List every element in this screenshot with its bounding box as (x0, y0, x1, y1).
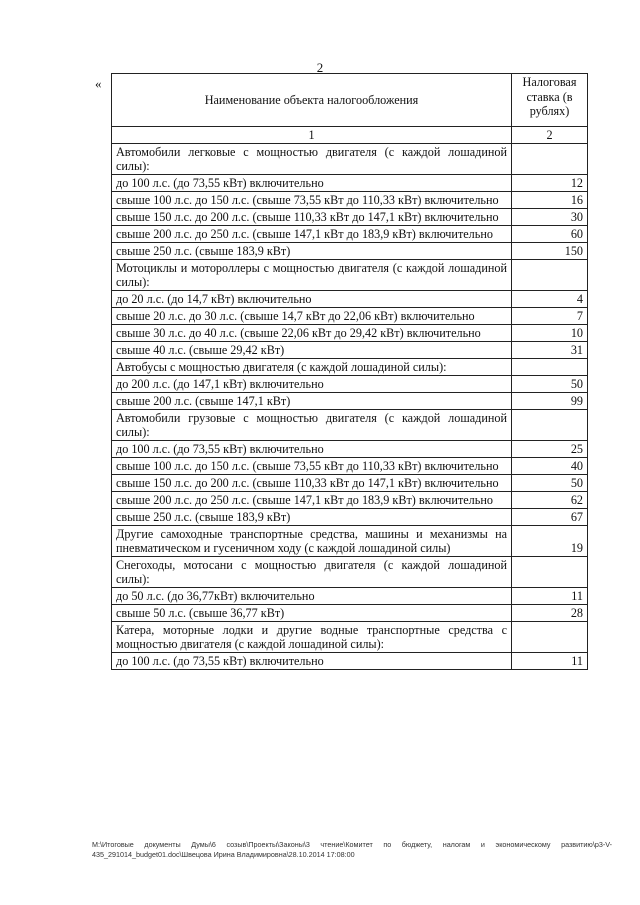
table-row (112, 175, 588, 192)
vehicle-category: свыше 250 л.с. (свыше 183,9 кВт) (112, 509, 512, 526)
tax-rate: 62 (512, 492, 588, 509)
vehicle-category: до 100 л.с. (до 73,55 кВт) включительно (112, 441, 512, 458)
header-rate: Налоговая ставка (в рублях) (512, 74, 588, 127)
table-row (112, 243, 588, 260)
table-row (112, 308, 588, 325)
vehicle-category: свыше 200 л.с. до 250 л.с. (свыше 147,1 кВт до 183,9 кВт) включительно (112, 226, 512, 243)
table-row (112, 410, 588, 441)
page-number: 2 (316, 60, 324, 75)
tax-rate (512, 410, 588, 441)
tax-rate: 7 (512, 308, 588, 325)
tax-rate: 50 (512, 376, 588, 393)
table-row (112, 441, 588, 458)
table-row (112, 359, 588, 376)
table-row (112, 475, 588, 492)
tax-rate: 99 (512, 393, 588, 410)
vehicle-category: свыше 30 л.с. до 40 л.с. (свыше 22,06 кВт до 29,42 кВт) включительно (112, 325, 512, 342)
vehicle-category: Автобусы с мощностью двигателя (с каждой лошадиной силы): (112, 359, 512, 376)
tax-rate (512, 622, 588, 653)
vehicle-category: до 100 л.с. (до 73,55 кВт) включительно (112, 653, 512, 670)
header-row (112, 74, 588, 127)
tax-rate: 19 (512, 526, 588, 557)
table-row (112, 588, 588, 605)
column-number-row (112, 127, 588, 144)
vehicle-category: свыше 150 л.с. до 200 л.с. (свыше 110,33 кВт до 147,1 кВт) включительно (112, 209, 512, 226)
tax-rate: 31 (512, 342, 588, 359)
tax-rate: 16 (512, 192, 588, 209)
table-row (112, 291, 588, 308)
vehicle-category: свыше 20 л.с. до 30 л.с. (свыше 14,7 кВт до 22,06 кВт) включительно (112, 308, 512, 325)
table-body (112, 74, 588, 670)
vehicle-category: Снегоходы, мотосани с мощностью двигателя (с каждой лошадиной силы): (112, 557, 512, 588)
tax-rate: 28 (512, 605, 588, 622)
column-number-1: 1 (112, 127, 512, 144)
table-row (112, 492, 588, 509)
table-row (112, 209, 588, 226)
footer-file-path: M:\Итоговые документы Думы\6 созыв\Проекты\Законы\3 чтение\Комитет по бюджету, налогам и экономическому развитию\р3-V-435_291014_budget01.doc\Швецова Ирина Владимировна\28.10.2014 17:08:00 (92, 840, 612, 859)
table-row (112, 342, 588, 359)
vehicle-category: до 50 л.с. (до 36,77кВт) включительно (112, 588, 512, 605)
column-number-2: 2 (512, 127, 588, 144)
tax-rate: 10 (512, 325, 588, 342)
header-name: Наименование объекта налогообложения (112, 74, 512, 127)
vehicle-category: Автомобили легковые с мощностью двигателя (с каждой лошадиной силы): (112, 144, 512, 175)
table-row (112, 325, 588, 342)
tax-rate: 150 (512, 243, 588, 260)
tax-rate: 12 (512, 175, 588, 192)
vehicle-category: Мотоциклы и мотороллеры с мощностью двигателя (с каждой лошадиной силы): (112, 260, 512, 291)
tax-rate: 40 (512, 458, 588, 475)
table-row (112, 509, 588, 526)
vehicle-category: свыше 200 л.с. до 250 л.с. (свыше 147,1 кВт до 183,9 кВт) включительно (112, 492, 512, 509)
opening-quote: « (95, 76, 102, 91)
vehicle-category: свыше 100 л.с. до 150 л.с. (свыше 73,55 кВт до 110,33 кВт) включительно (112, 458, 512, 475)
tax-rate: 50 (512, 475, 588, 492)
vehicle-category: до 100 л.с. (до 73,55 кВт) включительно (112, 175, 512, 192)
vehicle-category: свыше 250 л.с. (свыше 183,9 кВт) (112, 243, 512, 260)
vehicle-category: свыше 50 л.с. (свыше 36,77 кВт) (112, 605, 512, 622)
vehicle-category: свыше 200 л.с. (свыше 147,1 кВт) (112, 393, 512, 410)
tax-rate-table (111, 73, 588, 670)
tax-rate (512, 557, 588, 588)
vehicle-category: Автомобили грузовые с мощностью двигателя (с каждой лошадиной силы): (112, 410, 512, 441)
table-row (112, 260, 588, 291)
vehicle-category: свыше 40 л.с. (свыше 29,42 кВт) (112, 342, 512, 359)
table-row (112, 526, 588, 557)
tax-rate (512, 359, 588, 376)
vehicle-category: свыше 150 л.с. до 200 л.с. (свыше 110,33 кВт до 147,1 кВт) включительно (112, 475, 512, 492)
vehicle-category: до 200 л.с. (до 147,1 кВт) включительно (112, 376, 512, 393)
table-row (112, 376, 588, 393)
table-row (112, 653, 588, 670)
table-row (112, 605, 588, 622)
tax-rate: 60 (512, 226, 588, 243)
vehicle-category: Катера, моторные лодки и другие водные транспортные средства с мощностью двигателя (с каждой лошадиной силы): (112, 622, 512, 653)
vehicle-category: свыше 100 л.с. до 150 л.с. (свыше 73,55 кВт до 110,33 кВт) включительно (112, 192, 512, 209)
tax-rate (512, 144, 588, 175)
table-row (112, 393, 588, 410)
tax-rate: 4 (512, 291, 588, 308)
tax-rate (512, 260, 588, 291)
table-row (112, 226, 588, 243)
vehicle-category: Другие самоходные транспортные средства, машины и механизмы на пневматическом и гусеничном ходу (с каждой лошадиной силы) (112, 526, 512, 557)
tax-rate: 11 (512, 588, 588, 605)
tax-rate: 25 (512, 441, 588, 458)
table-row (112, 144, 588, 175)
table-row (112, 192, 588, 209)
tax-rate: 67 (512, 509, 588, 526)
table-row (112, 557, 588, 588)
table-row (112, 622, 588, 653)
vehicle-category: до 20 л.с. (до 14,7 кВт) включительно (112, 291, 512, 308)
tax-rate: 30 (512, 209, 588, 226)
table-row (112, 458, 588, 475)
tax-rate: 11 (512, 653, 588, 670)
